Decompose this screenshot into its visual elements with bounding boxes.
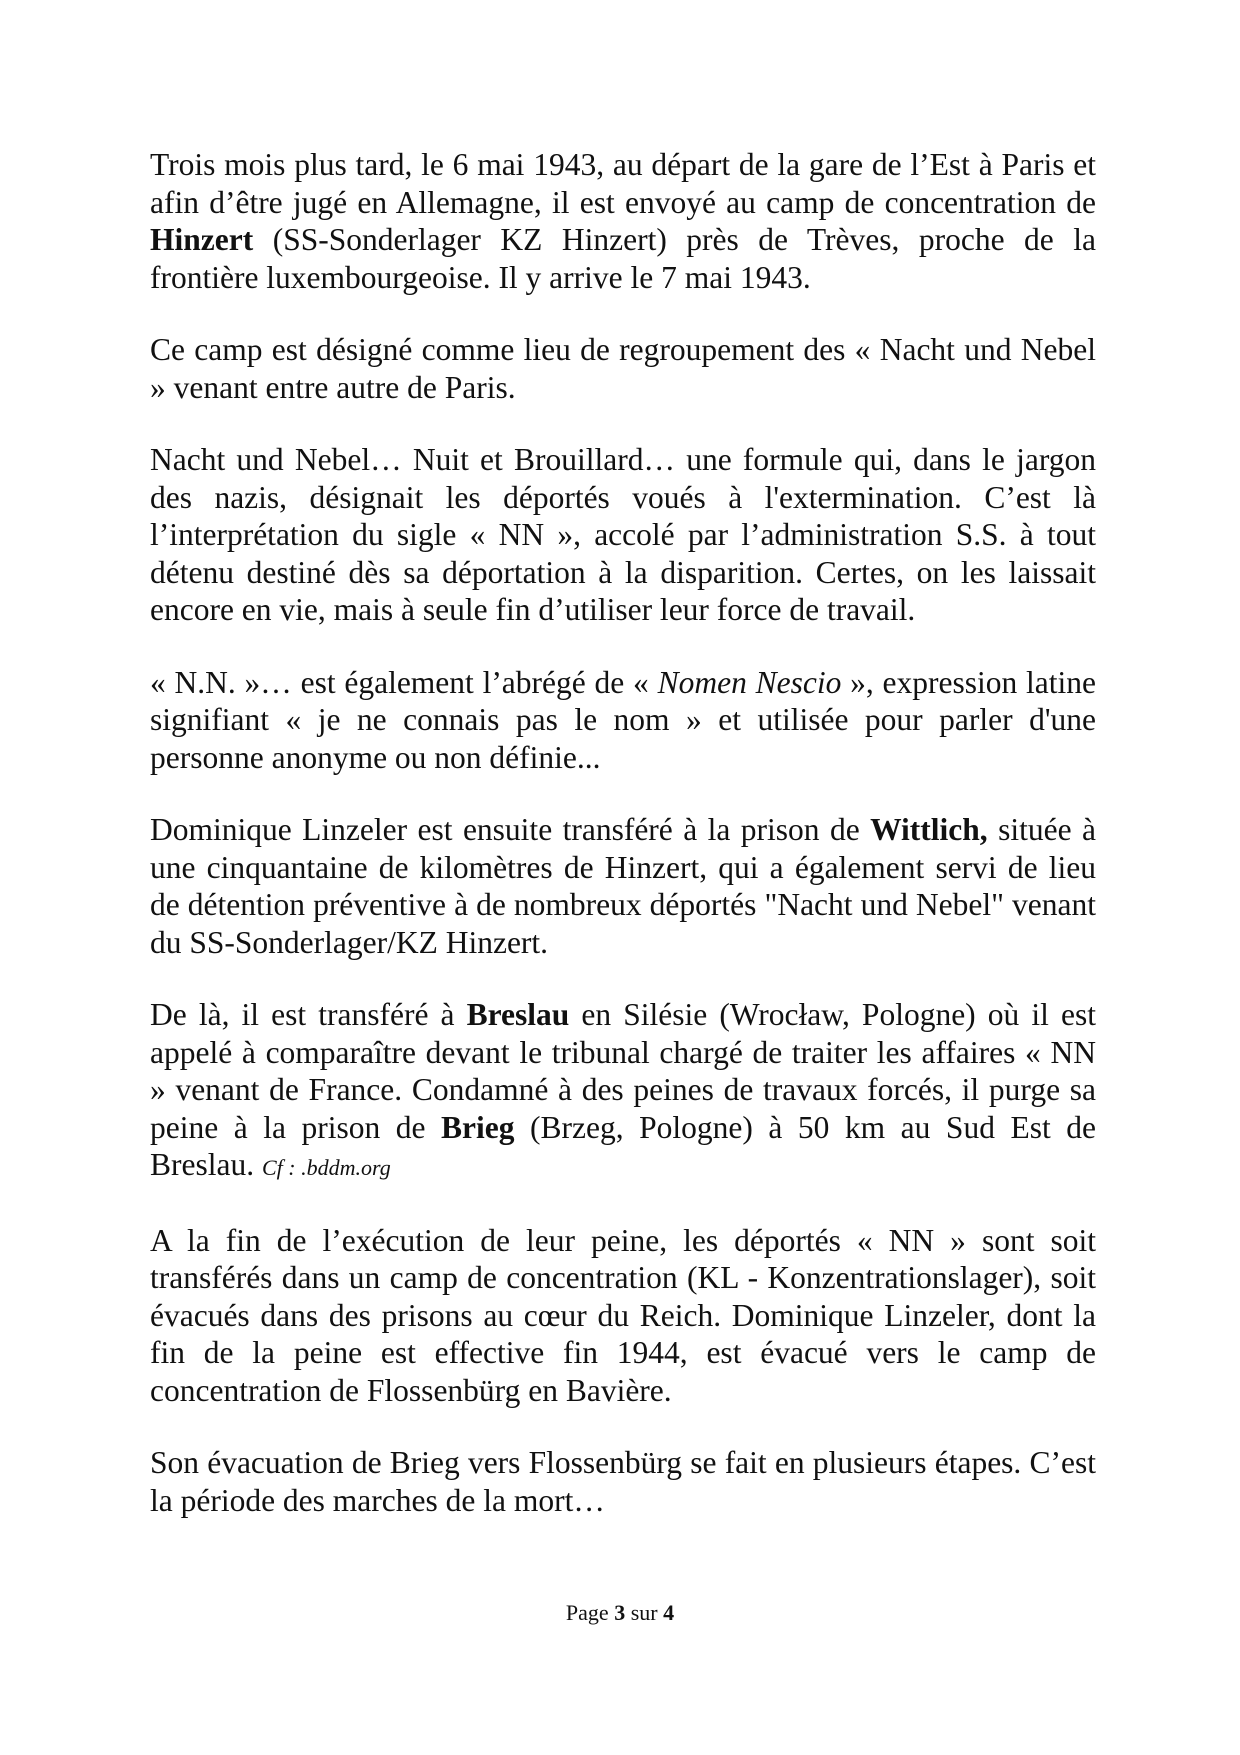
paragraph-2	[150, 331, 1096, 406]
place-name-brieg: Brieg	[441, 1109, 515, 1145]
paragraph-5	[150, 811, 1096, 961]
page-footer	[0, 1600, 1240, 1626]
paragraph-text: Ce camp est désigné comme lieu de regroupement des « Nacht und Nebel » venant entre autre de Paris.	[150, 332, 1096, 405]
paragraph-6	[150, 996, 1096, 1187]
total-page-number: 4	[663, 1600, 675, 1625]
paragraph-text: A la fin de l’exécution de leur peine, les déportés « NN » sont soit transférés dans un camp de concentration (KL - Konzentrationslager), soit évacués dans des prisons au cœur du Reich. Dominique Linzeler, dont la fin de la peine est effective fin 1944, est évacué vers le camp de concentration de Flossenbürg en Bavière.	[150, 1222, 1096, 1408]
page-of-label: sur	[625, 1600, 664, 1625]
paragraph-text: Son évacuation de Brieg vers Flossenbürg se fait en plusieurs étapes. C’est la période des marches de la mort…	[150, 1445, 1096, 1518]
paragraph-text: », expression latine signifiant « je ne connais pas le nom » et utilisée pour parler d'une personne anonyme ou non définie...	[150, 664, 1096, 775]
paragraph-8	[150, 1444, 1096, 1519]
place-name-breslau: Breslau	[466, 997, 570, 1032]
paragraph-text: Nacht und Nebel… Nuit et Brouillard… une formule qui, dans le jargon des nazis, désignait les déportés voués à l'extermination. C’est là l’interprétation du sigle « NN », accolé par l’administration S.S. à tout détenu destiné dès sa déportation à la disparition. Certes, on les laissait encore en vie, mais à seule fin d’utiliser leur force de travail.	[150, 442, 1096, 627]
place-name-wittlich: Wittlich,	[870, 812, 988, 847]
paragraph-3	[150, 441, 1096, 629]
paragraph-text: en Silésie (Wrocław, Pologne) où il est appelé à comparaître devant le tribunal chargé de traiter les affaires « NN » venant de France. Condamné à des peines de travaux forcés, il purge sa peine à la prison de	[150, 997, 1096, 1145]
paragraph-text: Trois mois plus tard, le 6 mai 1943, au départ de la gare de l’Est à Paris et afin d’être jugé en Allemagne, il est envoyé au camp de concentration de	[150, 147, 1096, 220]
paragraph-text: Dominique Linzeler est ensuite transféré à la prison de	[150, 812, 871, 847]
paragraph-text: (Brzeg, Pologne) à 50 km au Sud Est de Breslau.	[150, 1109, 1096, 1182]
page-label: Page	[565, 1600, 615, 1625]
current-page-number: 3	[614, 1600, 626, 1625]
paragraph-text: « N.N. »… est également l’abrégé de «	[150, 664, 658, 700]
paragraph-text: située à une cinquantaine de kilomètres de Hinzert, qui a également servi de lieu de détention préventive à de nombreux déportés "Nacht und Nebel" venant du SS-Sonderlager/KZ Hinzert.	[150, 812, 1096, 960]
paragraph-7	[150, 1222, 1096, 1410]
paragraph-4	[150, 664, 1096, 777]
paragraph-text: (SS-Sonderlager KZ Hinzert) près de Trèves, proche de la frontière luxembourgeoise. Il y arrive le 7 mai 1943.	[150, 222, 1096, 295]
source-citation: Cf : .bddm.org	[261, 1155, 391, 1180]
paragraph-text: De là, il est transféré à	[150, 997, 467, 1032]
paragraph-1	[150, 146, 1096, 296]
latin-term: Nomen Nescio	[657, 664, 842, 700]
document-body	[150, 146, 1096, 1554]
place-name-hinzert: Hinzert	[150, 222, 254, 257]
